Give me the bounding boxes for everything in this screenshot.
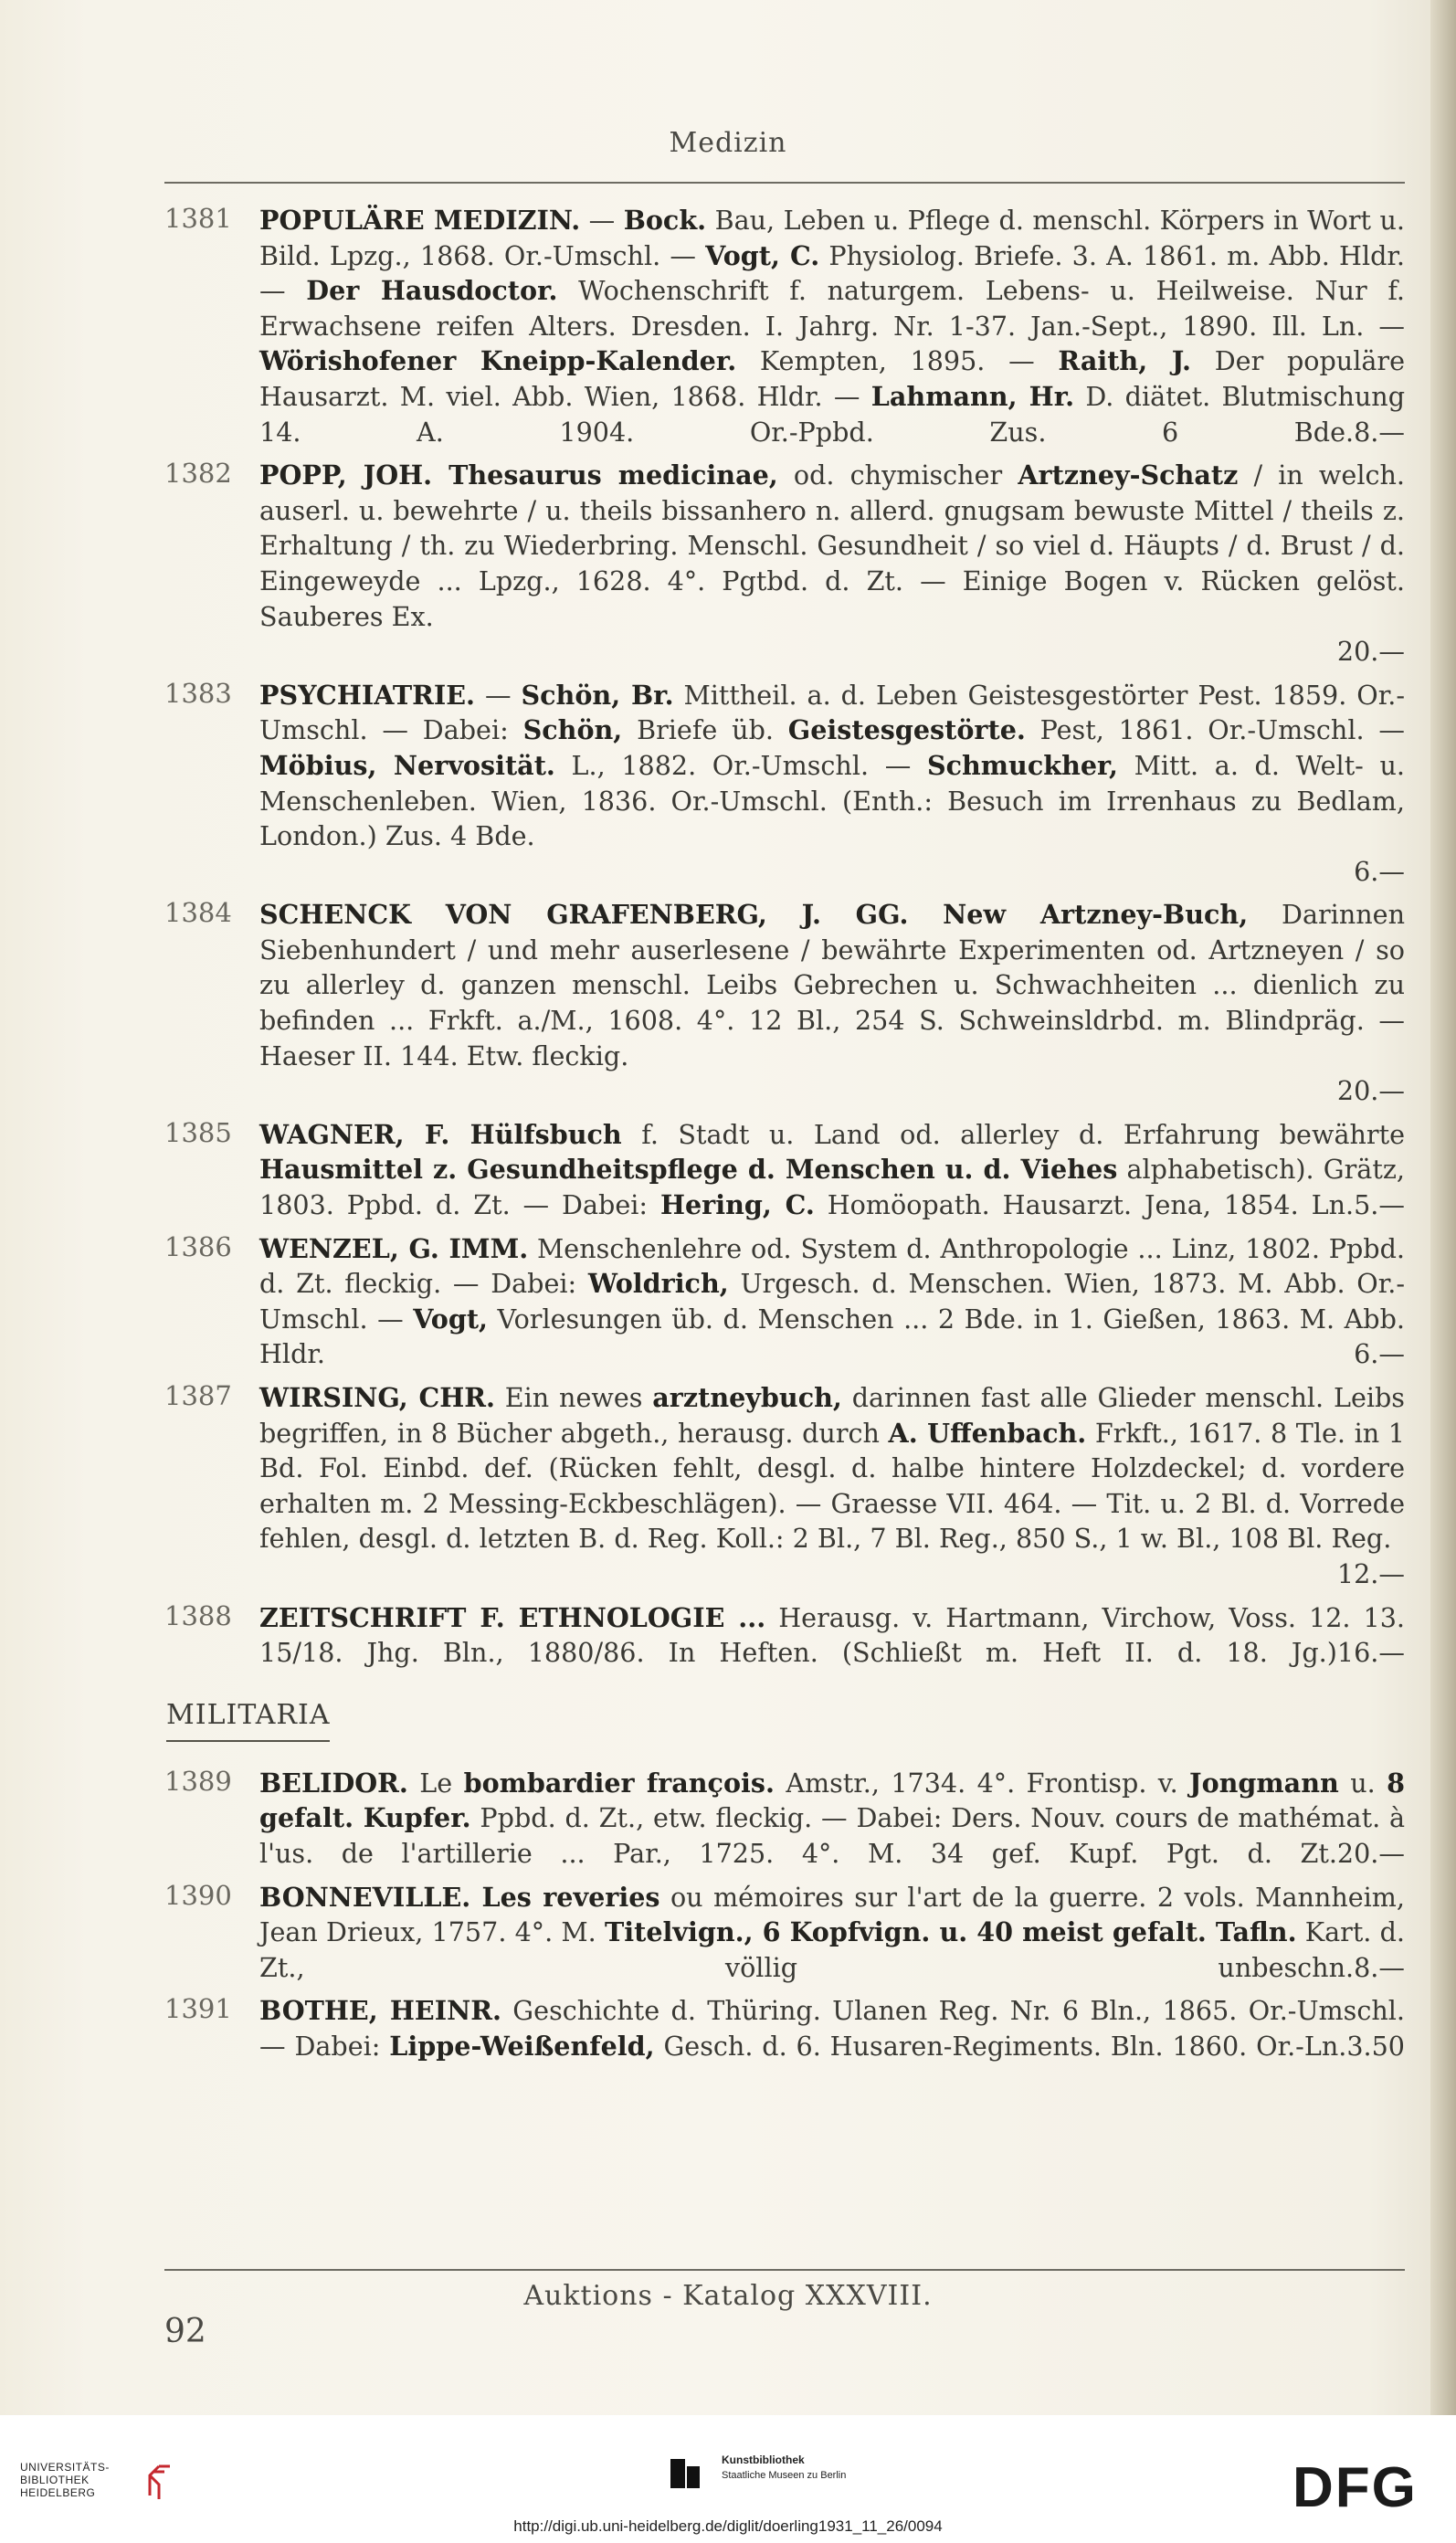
kunstbibliothek-label <box>722 2453 846 2481</box>
lot-entry <box>0 1231 1405 1372</box>
lot-price: 5.— <box>1354 1189 1405 1221</box>
description-text: Ein newes <box>494 1382 653 1413</box>
lot-entry <box>0 1993 1405 2063</box>
bold-term: Woldrich, <box>587 1268 729 1300</box>
lot-description <box>259 203 1405 449</box>
description-text: Kempten, 1895. — <box>736 345 1059 377</box>
lot-price: 20.— <box>1336 1837 1405 1869</box>
description-text: Pest, 1861. Or.-Umschl. — <box>1025 714 1405 746</box>
bold-term: Schön, Br. <box>521 679 674 711</box>
kunstbibliothek-subtitle: Staatliche Museen zu Berlin <box>722 2470 847 2481</box>
description-text: Le <box>407 1767 464 1799</box>
source-url[interactable]: http://digi.ub.uni-heidelberg.de/diglit/doerling1931_11_26/0094 <box>513 2517 943 2535</box>
lot-description <box>259 1880 1405 1986</box>
lot-number: 1388 <box>164 1599 232 1631</box>
lot-price: 8.— <box>1354 416 1405 448</box>
bold-term: Schön, <box>522 714 623 746</box>
lot-price: 16.— <box>1336 1637 1405 1669</box>
lot-entry <box>0 897 1405 1109</box>
description-text: Mitt. a. d. Welt- u. Menschenleben. Wien, 1836. Or.-Umschl. (Enth.: Besuch im Irrenhaus zu Bedlam, London.) Zus. 4 Bde. <box>259 749 1405 852</box>
description-text: Darinnen Siebenhundert / und mehr auserlesene / bewährte Experimenten od. Artzneyen / so zu allerley d. ganzen menschl. Leibs Gebrechen u. Schwachheiten ... dienlich zu befinden ... Frkft. a./M., 1608. 4°. 12 Bl., 254 S. Schweinsldrbd. m. Blindpräg. — Haeser II. 144. Etw. fleckig. <box>259 899 1405 1071</box>
militaria-lots <box>0 1766 1456 2064</box>
description-text: Ppbd. d. Zt., etw. fleckig. — Dabei: Ders. Nouv. cours de mathémat. à l'us. de l'artillerie ... Par., 1725. 4°. M. 34 gef. Kupf. Pgt. d. Zt. <box>259 1802 1406 1869</box>
lot-entry <box>0 1880 1405 1986</box>
lot-number: 1389 <box>164 1765 232 1797</box>
bold-term: Lahmann, Hr. <box>870 380 1075 412</box>
lot-number: 1381 <box>164 203 232 234</box>
description-text: Wochenschrift f. naturgem. Lebens- u. Heilweise. Nur f. Erwachsene reifen Alters. Dresden. I. Jahrg. Nr. 1-37. Jan.-Sept., 1890. Ill. Ln. — <box>259 275 1405 342</box>
bold-term: 8 gefalt. Kupfer. <box>259 1767 1405 1834</box>
lot-description <box>259 897 1405 1073</box>
description-text: — <box>475 679 522 711</box>
lot-description <box>259 1766 1405 1872</box>
bold-term: POPP, JOH. Thesaurus medicinae, <box>259 459 778 491</box>
description-text: Der populäre Hausarzt. M. viel. Abb. Wien, 1868. Hldr. — <box>259 345 1405 412</box>
heidelberg-library-name <box>20 2461 110 2499</box>
lot-number: 1386 <box>164 1230 232 1262</box>
description-text: D. diätet. Blutmischung 14. A. 1904. Or.-Ppbd. Zus. 6 Bde. <box>259 380 1406 448</box>
bold-term: Vogt, <box>413 1303 489 1335</box>
lot-entry <box>0 203 1405 449</box>
kunstbibliothek-name: Kunstbibliothek <box>722 2453 805 2466</box>
bold-term: Titelvign., 6 Kopfvign. u. 40 meist gefalt. Tafln. <box>604 1916 1297 1948</box>
lot-price: 6.— <box>1354 1338 1405 1370</box>
bold-term: Artzney-Schatz <box>1018 459 1239 491</box>
bold-term: arztneybuch, <box>652 1382 842 1413</box>
description-text: Menschenlehre od. System d. Anthropologie ... Linz, 1802. Ppbd. d. Zt. fleckig. — Dabei: <box>259 1232 1406 1300</box>
description-text: Physiolog. Briefe. 3. A. 1861. m. Abb. Hldr. — <box>259 239 1406 307</box>
description-text: Kart. d. Zt., völlig unbeschn. <box>259 1916 1405 1983</box>
description-text: — <box>580 205 624 236</box>
bold-term: bombardier françois. <box>463 1767 775 1799</box>
description-text: f. Stadt u. Land od. allerley d. Erfahrung bewährte <box>621 1118 1406 1150</box>
lot-number: 1383 <box>164 677 232 709</box>
bold-term: A. Uffenbach. <box>888 1417 1087 1449</box>
bold-term: BONNEVILLE. Les reveries <box>259 1881 660 1913</box>
lot-price: 20.— <box>1336 636 1405 668</box>
description-text: Briefe üb. <box>622 714 788 746</box>
lot-price: 3.50 <box>1346 2030 1405 2062</box>
lot-listing <box>0 203 1456 2073</box>
catalog-title: Auktions - Katalog XXXVIII. <box>523 2280 933 2312</box>
bold-term: SCHENCK VON GRAFENBERG, J. GG. New Artzney-Buch, <box>259 899 1249 931</box>
bold-term: POPULÄRE MEDIZIN. <box>259 205 581 236</box>
description-text: Bau, Leben u. Pflege d. menschl. Körpers in Wort u. Bild. Lpzg., 1868. Or.-Umschl. — <box>259 205 1405 271</box>
lot-description <box>259 1600 1405 1671</box>
description-text: darinnen fast alle Glieder menschl. Leibs begriffen, in 8 Bücher abgeth., herausg. durch <box>259 1382 1405 1449</box>
lot-price: 12.— <box>1336 1557 1405 1589</box>
description-text: u. <box>1338 1767 1387 1799</box>
description-text: Vorlesungen üb. d. Menschen ... 2 Bde. in 1. Gießen, 1863. M. Abb. Hldr. <box>259 1303 1405 1370</box>
lot-price: 6.— <box>1354 855 1405 887</box>
lot-entry <box>0 458 1405 670</box>
bold-term: Möbius, Nervosität. <box>259 749 555 781</box>
uni-line: HEIDELBERG <box>20 2486 96 2499</box>
bold-term: Hausmittel z. Gesundheitspflege d. Menschen u. d. Viehes <box>259 1154 1118 1186</box>
bold-term: WAGNER, F. Hülfsbuch <box>259 1118 622 1150</box>
lot-number: 1384 <box>164 897 232 929</box>
kunstbibliothek-mark-icon <box>667 2453 707 2494</box>
description-text: Urgesch. d. Menschen. Wien, 1873. M. Abb. Or.-Umschl. — <box>259 1268 1405 1335</box>
lot-number: 1391 <box>164 1993 232 2025</box>
description-text: L., 1882. Or.-Umschl. — <box>554 749 927 781</box>
bold-term: Raith, J. <box>1058 345 1192 377</box>
section-heading: MILITARIA <box>166 1699 330 1742</box>
lot-entry <box>0 1380 1405 1592</box>
uni-line: BIBLIOTHEK <box>20 2474 90 2486</box>
description-text: od. chymischer <box>777 459 1018 491</box>
uni-line: UNIVERSITÄTS- <box>20 2461 110 2474</box>
bold-term: WENZEL, G. IMM. <box>259 1232 529 1264</box>
lot-number: 1385 <box>164 1116 232 1148</box>
bold-term: Vogt, C. <box>705 239 820 271</box>
lot-description <box>259 678 1405 854</box>
description-text: alphabetisch). Grätz, 1803. Ppbd. d. Zt. — Dabei: <box>259 1154 1405 1221</box>
dfg-logo: DFG <box>1292 2456 1418 2519</box>
bold-term: PSYCHIATRIE. <box>259 679 475 711</box>
description-text: Homöopath. Hausarzt. Jena, 1854. Ln. <box>814 1189 1355 1221</box>
description-text: Amstr., 1734. 4°. Frontisp. v. <box>774 1767 1190 1799</box>
header-rule <box>164 182 1405 184</box>
running-head: Medizin <box>669 127 787 159</box>
lot-number: 1382 <box>164 458 232 490</box>
bold-term: BELIDOR. <box>259 1767 408 1799</box>
lot-entry <box>0 678 1405 890</box>
footer-rule <box>164 2269 1405 2271</box>
bold-term: Bock. <box>623 205 707 236</box>
description-text: Frkft., 1617. 8 Tle. in 1 Bd. Fol. Einbd. def. (Rücken fehlt, desgl. d. halbe hintere Holzdeckel; d. vordere erhalten m. 2 Messing-Eckbeschlägen). — Graesse VII. 464. — Tit. u. 2 Bl. d. Vorrede fehlen, desgl. d. letzten B. d. Reg. Koll.: 2 Bl., 7 Bl. Reg., 850 S., 1 w. Bl., 108 Bl. Reg. <box>259 1417 1405 1555</box>
description-text: ou mémoires sur l'art de la guerre. 2 vols. Mannheim, Jean Drieux, 1757. 4°. M. <box>259 1881 1406 1948</box>
lot-description <box>259 1993 1405 2063</box>
page-number: 92 <box>164 2313 206 2350</box>
bold-term: Wörishofener Kneipp-Kalender. <box>259 345 737 377</box>
lot-number: 1387 <box>164 1380 232 1411</box>
lot-entry <box>0 1117 1405 1223</box>
medizin-lots <box>0 203 1456 1671</box>
bold-term: Der Hausdoctor. <box>306 275 558 307</box>
lot-description <box>259 1231 1405 1372</box>
description-text: / in welch. auserl. u. bewehrte / u. theils bissanhero n. allerd. gnugsam bewuste Mittel / theils z. Erhaltung / th. zu Wiederbring. Menschl. Gesundheit / so viel d. Häupts / d. Brust / d. Eingeweyde ... Lpzg., 1628. 4°. Pgtbd. d. Zt. — Einige Bogen v. Rücken gelöst. Sauberes Ex. <box>259 459 1405 632</box>
bold-term: Geistesgestörte. <box>787 714 1026 746</box>
lot-entry <box>0 1600 1405 1671</box>
bold-term: Lippe-Weißenfeld, <box>389 2030 655 2062</box>
lot-description <box>259 1117 1405 1223</box>
lot-description <box>259 458 1405 634</box>
lot-price: 8.— <box>1354 1951 1405 1983</box>
description-text: Gesch. d. 6. Husaren-Regiments. Bln. 1860. Or.-Ln. <box>654 2030 1347 2062</box>
bold-term: WIRSING, CHR. <box>259 1382 495 1413</box>
description-text: Geschichte d. Thüring. Ulanen Reg. Nr. 6 Bln., 1865. Or.-Umschl. — Dabei: <box>259 1995 1405 2062</box>
bold-term: Hering, C. <box>659 1189 815 1221</box>
description-text: Mittheil. a. d. Leben Geistesgestörter Pest. 1859. Or.-Umschl. — Dabei: <box>259 679 1405 746</box>
lot-number: 1390 <box>164 1879 232 1911</box>
description-text: Herausg. v. Hartmann, Virchow, Voss. 12. 13. 15/18. Jhg. Bln., 1880/86. In Heften. (Schließt m. Heft II. d. 18. Jg.) <box>259 1601 1405 1669</box>
lot-description <box>259 1380 1405 1556</box>
bold-term: Jongmann <box>1189 1767 1339 1799</box>
lot-price: 20.— <box>1336 1075 1405 1107</box>
bold-term: ZEITSCHRIFT F. ETHNOLOGIE ... <box>259 1601 766 1633</box>
lot-entry <box>0 1766 1405 1872</box>
bold-term: Schmuckher, <box>926 749 1118 781</box>
bold-term: BOTHE, HEINR. <box>259 1995 501 2027</box>
